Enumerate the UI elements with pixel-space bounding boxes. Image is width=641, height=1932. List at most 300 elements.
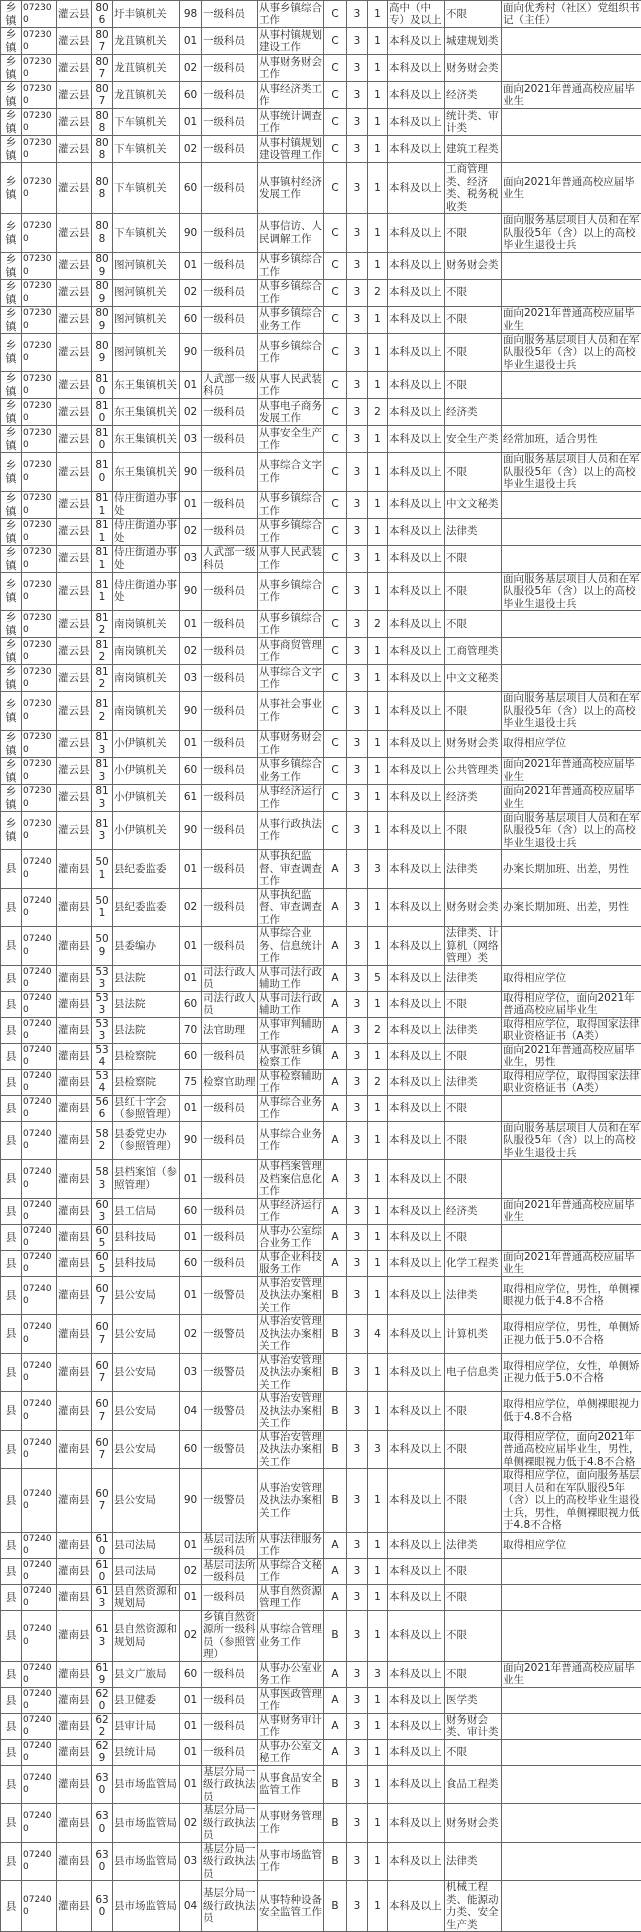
cell-ratio: 3	[347, 1353, 368, 1392]
table-row	[1, 1276, 641, 1315]
cell-education: 本科及以上	[388, 372, 445, 399]
cell-dept-code: 630	[92, 1804, 113, 1843]
cell-job-duty: 从事商贸管理工作	[258, 638, 324, 665]
cell-job-duty: 从事治安管理及执法办案相关工作	[258, 1469, 324, 1533]
cell-headcount: 3	[368, 1661, 388, 1687]
cell-education: 本科及以上	[388, 1804, 445, 1843]
cell-major: 法律类	[445, 1017, 502, 1043]
cell-position-code: 02	[180, 136, 202, 163]
cell-major: 不限	[445, 1224, 502, 1250]
cell-major: 法律类	[445, 1069, 502, 1095]
cell-ratio: 3	[347, 1043, 368, 1069]
cell-recruit-org-code: 072300	[22, 572, 57, 611]
cell-dept-name: 县司法局	[113, 1558, 180, 1584]
cell-exam-type: A	[324, 1198, 347, 1224]
cell-position-name: 一级科员	[202, 1713, 258, 1739]
cell-major: 不限	[445, 306, 502, 333]
cell-recruit-org-code: 072300	[22, 55, 57, 82]
cell-notes	[502, 1842, 641, 1881]
table-row	[1, 214, 641, 253]
cell-education: 本科及以上	[388, 784, 445, 811]
cell-job-duty: 从事社会事业工作	[258, 692, 324, 731]
cell-position-code: 02	[180, 279, 202, 306]
cell-position-name: 一级科员	[202, 163, 258, 214]
cell-recruit-org-code: 072400	[22, 1687, 57, 1713]
cell-dept-name: 侍庄街道办事处	[113, 572, 180, 611]
cell-dept-name: 龙苴镇机关	[113, 82, 180, 109]
cell-position-code: 90	[180, 572, 202, 611]
cell-level: 乡镇	[1, 28, 22, 55]
cell-recruit-org-code: 072300	[22, 109, 57, 136]
table-row	[1, 757, 641, 784]
cell-notes: 面向服务基层项目人员和在军队服役5年（含）以上的高校毕业生退役士兵	[502, 214, 641, 253]
cell-county: 灌南县	[57, 1121, 92, 1160]
cell-dept-code: 811	[92, 518, 113, 545]
cell-recruit-org-code: 072400	[22, 1198, 57, 1224]
cell-position-name: 一级科员	[202, 333, 258, 372]
cell-position-name: 一级科员	[202, 279, 258, 306]
cell-ratio: 3	[347, 1558, 368, 1584]
cell-county: 灌云县	[57, 638, 92, 665]
cell-ratio: 3	[347, 1017, 368, 1043]
cell-ratio: 3	[347, 757, 368, 784]
cell-headcount: 1	[368, 1842, 388, 1881]
cell-position-name: 一级科员	[202, 1739, 258, 1765]
cell-recruit-org-code: 072400	[22, 1392, 57, 1431]
cell-headcount: 1	[368, 1250, 388, 1276]
cell-county: 灌南县	[57, 1661, 92, 1687]
cell-ratio: 3	[347, 730, 368, 757]
cell-job-duty: 从事乡镇综合工作	[258, 1, 324, 28]
cell-education: 本科及以上	[388, 888, 445, 927]
cell-position-code: 04	[180, 1881, 202, 1932]
cell-recruit-org-code: 072300	[22, 757, 57, 784]
cell-job-duty: 从事经济类工作	[258, 82, 324, 109]
cell-county: 灌南县	[57, 1276, 92, 1315]
cell-level: 乡镇	[1, 372, 22, 399]
table-row	[1, 1198, 641, 1224]
cell-position-name: 一级科员	[202, 1, 258, 28]
cell-exam-type: A	[324, 1121, 347, 1160]
cell-job-duty: 从事审判辅助工作	[258, 1017, 324, 1043]
cell-headcount: 1	[368, 453, 388, 492]
cell-dept-name: 东王集镇机关	[113, 399, 180, 426]
cell-headcount: 1	[368, 252, 388, 279]
cell-dept-code: 630	[92, 1881, 113, 1932]
cell-dept-code: 613	[92, 1584, 113, 1610]
cell-dept-name: 县法院	[113, 965, 180, 991]
cell-major: 机械工程类、能源动力类、安全生产类	[445, 1881, 502, 1932]
cell-education: 本科及以上	[388, 545, 445, 572]
cell-county: 灌南县	[57, 927, 92, 966]
cell-job-duty: 从事乡镇综合工作	[258, 491, 324, 518]
cell-position-code: 01	[180, 1713, 202, 1739]
cell-job-duty: 从事乡镇综合业务工作	[258, 757, 324, 784]
cell-major: 公共管理类	[445, 757, 502, 784]
cell-major: 不限	[445, 1043, 502, 1069]
cell-dept-name: 县公安局	[113, 1469, 180, 1533]
cell-position-name: 一级科员	[202, 491, 258, 518]
cell-notes: 面向服务基层项目人员和在军队服役5年（含）以上的高校毕业生退役士兵	[502, 811, 641, 850]
cell-headcount: 1	[368, 1276, 388, 1315]
cell-ratio: 3	[347, 333, 368, 372]
cell-exam-type: C	[324, 453, 347, 492]
cell-ratio: 3	[347, 1198, 368, 1224]
cell-position-name: 基层司法所一级科员	[202, 1532, 258, 1558]
cell-recruit-org-code: 072300	[22, 28, 57, 55]
cell-dept-code: 813	[92, 784, 113, 811]
cell-major: 法律类	[445, 850, 502, 889]
cell-notes: 面向2021年普通高校应届毕业生	[502, 1661, 641, 1687]
cell-position-name: 一级科员	[202, 572, 258, 611]
cell-exam-type: A	[324, 991, 347, 1017]
table-row	[1, 545, 641, 572]
cell-ratio: 3	[347, 965, 368, 991]
cell-ratio: 3	[347, 214, 368, 253]
cell-dept-name: 下车镇机关	[113, 163, 180, 214]
cell-exam-type: C	[324, 163, 347, 214]
cell-county: 灌云县	[57, 611, 92, 638]
cell-position-code: 60	[180, 991, 202, 1017]
cell-education: 本科及以上	[388, 306, 445, 333]
cell-notes: 面向服务基层项目人员和在军队服役5年（含）以上的高校毕业生退役士兵	[502, 1121, 641, 1160]
cell-notes: 取得相应学位	[502, 1532, 641, 1558]
table-body	[1, 1, 641, 1932]
cell-exam-type: A	[324, 1687, 347, 1713]
cell-major: 不限	[445, 1661, 502, 1687]
cell-recruit-org-code: 072400	[22, 1532, 57, 1558]
cell-education: 本科及以上	[388, 1095, 445, 1121]
cell-education: 本科及以上	[388, 1469, 445, 1533]
cell-position-name: 一级科员	[202, 730, 258, 757]
cell-exam-type: B	[324, 1610, 347, 1661]
cell-dept-code: 812	[92, 611, 113, 638]
cell-major: 不限	[445, 333, 502, 372]
cell-headcount: 1	[368, 1043, 388, 1069]
cell-county: 灌云县	[57, 82, 92, 109]
cell-county: 灌南县	[57, 1584, 92, 1610]
cell-headcount: 1	[368, 426, 388, 453]
cell-level: 乡镇	[1, 136, 22, 163]
cell-level: 县	[1, 1017, 22, 1043]
cell-ratio: 3	[347, 1392, 368, 1431]
cell-job-duty: 从事综合管理业务工作	[258, 1610, 324, 1661]
cell-position-code: 01	[180, 965, 202, 991]
cell-job-duty: 从事派驻乡镇检察工作	[258, 1043, 324, 1069]
cell-recruit-org-code: 072300	[22, 214, 57, 253]
cell-education: 本科及以上	[388, 109, 445, 136]
cell-county: 灌南县	[57, 991, 92, 1017]
cell-level: 县	[1, 1250, 22, 1276]
cell-county: 灌云县	[57, 28, 92, 55]
cell-education: 本科及以上	[388, 426, 445, 453]
cell-level: 乡镇	[1, 306, 22, 333]
cell-level: 县	[1, 965, 22, 991]
cell-county: 灌云县	[57, 692, 92, 731]
cell-ratio: 3	[347, 372, 368, 399]
cell-position-code: 90	[180, 214, 202, 253]
cell-recruit-org-code: 072400	[22, 888, 57, 927]
cell-dept-code: 812	[92, 638, 113, 665]
cell-position-code: 60	[180, 757, 202, 784]
table-row	[1, 279, 641, 306]
cell-major: 不限	[445, 572, 502, 611]
cell-education: 本科及以上	[388, 692, 445, 731]
cell-job-duty: 从事特种设备安全监管工作	[258, 1881, 324, 1932]
cell-education: 高中（中专）及以上	[388, 1, 445, 28]
cell-position-code: 60	[180, 163, 202, 214]
cell-notes: 面向2021年普通高校应届毕业生	[502, 757, 641, 784]
cell-county: 灌南县	[57, 1043, 92, 1069]
cell-job-duty: 从事人民武装工作	[258, 372, 324, 399]
cell-level: 乡镇	[1, 784, 22, 811]
table-row	[1, 638, 641, 665]
cell-education: 本科及以上	[388, 850, 445, 889]
cell-recruit-org-code: 072300	[22, 784, 57, 811]
cell-job-duty: 从事市场监管工作	[258, 1842, 324, 1881]
table-row	[1, 730, 641, 757]
cell-position-code: 01	[180, 1739, 202, 1765]
table-row	[1, 399, 641, 426]
cell-county: 灌云县	[57, 757, 92, 784]
cell-education: 本科及以上	[388, 757, 445, 784]
cell-headcount: 1	[368, 927, 388, 966]
cell-education: 本科及以上	[388, 55, 445, 82]
cell-job-duty: 从事执纪监督、审查调查工作	[258, 888, 324, 927]
cell-dept-name: 下车镇机关	[113, 136, 180, 163]
cell-recruit-org-code: 072400	[22, 1353, 57, 1392]
cell-job-duty: 从事村镇规划建设管理工作	[258, 136, 324, 163]
cell-exam-type: A	[324, 1661, 347, 1687]
cell-ratio: 3	[347, 1224, 368, 1250]
cell-major: 法律类	[445, 1532, 502, 1558]
cell-notes: 取得相应学位，取得国家法律职业资格证书（A类）	[502, 1069, 641, 1095]
cell-education: 本科及以上	[388, 1558, 445, 1584]
cell-headcount: 1	[368, 214, 388, 253]
cell-position-name: 一级科员	[202, 1160, 258, 1199]
cell-notes	[502, 1610, 641, 1661]
cell-position-code: 03	[180, 1353, 202, 1392]
cell-notes: 面向服务基层项目人员和在军队服役5年（含）以上的高校毕业生退役士兵	[502, 692, 641, 731]
cell-level: 县	[1, 1121, 22, 1160]
cell-exam-type: C	[324, 491, 347, 518]
cell-exam-type: C	[324, 399, 347, 426]
cell-dept-name: 南岗镇机关	[113, 665, 180, 692]
cell-dept-name: 小伊镇机关	[113, 784, 180, 811]
cell-dept-code: 605	[92, 1224, 113, 1250]
cell-dept-name: 侍庄街道办事处	[113, 518, 180, 545]
cell-recruit-org-code: 072400	[22, 1160, 57, 1199]
cell-recruit-org-code: 072400	[22, 991, 57, 1017]
cell-headcount: 1	[368, 372, 388, 399]
cell-position-name: 一级科员	[202, 1043, 258, 1069]
cell-major: 不限	[445, 279, 502, 306]
cell-position-code: 90	[180, 811, 202, 850]
cell-dept-code: 813	[92, 730, 113, 757]
cell-exam-type: A	[324, 1532, 347, 1558]
cell-county: 灌南县	[57, 1610, 92, 1661]
cell-county: 灌云县	[57, 1, 92, 28]
cell-education: 本科及以上	[388, 1765, 445, 1804]
cell-education: 本科及以上	[388, 1160, 445, 1199]
table-row	[1, 28, 641, 55]
cell-education: 本科及以上	[388, 965, 445, 991]
cell-dept-code: 807	[92, 82, 113, 109]
cell-recruit-org-code: 072400	[22, 1713, 57, 1739]
cell-ratio: 3	[347, 888, 368, 927]
cell-dept-name: 县公安局	[113, 1392, 180, 1431]
cell-headcount: 1	[368, 888, 388, 927]
table-row	[1, 109, 641, 136]
cell-position-name: 司法行政人员	[202, 965, 258, 991]
cell-job-duty: 从事乡镇综合工作	[258, 333, 324, 372]
cell-major: 不限	[445, 1430, 502, 1469]
cell-notes	[502, 1095, 641, 1121]
table-row	[1, 82, 641, 109]
cell-dept-code: 810	[92, 426, 113, 453]
cell-position-code: 02	[180, 1610, 202, 1661]
cell-major: 建筑工程类	[445, 136, 502, 163]
cell-position-code: 60	[180, 1198, 202, 1224]
cell-ratio: 3	[347, 611, 368, 638]
cell-position-name: 一级科员	[202, 1121, 258, 1160]
cell-job-duty: 从事财务财会工作	[258, 55, 324, 82]
table-row	[1, 1532, 641, 1558]
cell-position-name: 一级警员	[202, 1315, 258, 1354]
cell-ratio: 3	[347, 850, 368, 889]
cell-dept-name: 图河镇机关	[113, 306, 180, 333]
cell-headcount: 1	[368, 638, 388, 665]
cell-headcount: 1	[368, 1160, 388, 1199]
cell-education: 本科及以上	[388, 1842, 445, 1881]
cell-level: 乡镇	[1, 279, 22, 306]
cell-ratio: 3	[347, 1610, 368, 1661]
cell-recruit-org-code: 072400	[22, 1610, 57, 1661]
cell-level: 乡镇	[1, 811, 22, 850]
cell-county: 灌云县	[57, 279, 92, 306]
cell-position-name: 一级警员	[202, 1392, 258, 1431]
cell-job-duty: 从事治安管理及执法办案相关工作	[258, 1430, 324, 1469]
cell-headcount: 1	[368, 82, 388, 109]
cell-ratio: 3	[347, 1713, 368, 1739]
cell-job-duty: 从事综合业务、信息统计工作	[258, 927, 324, 966]
cell-dept-code: 607	[92, 1315, 113, 1354]
cell-exam-type: C	[324, 136, 347, 163]
cell-position-name: 乡镇自然资源所一级科员（参照管理）	[202, 1610, 258, 1661]
cell-notes: 取得相应学位	[502, 965, 641, 991]
cell-dept-name: 下车镇机关	[113, 109, 180, 136]
cell-position-code: 01	[180, 491, 202, 518]
cell-major: 不限	[445, 1739, 502, 1765]
cell-major: 财务财会类	[445, 888, 502, 927]
cell-job-duty: 从事综合文字工作	[258, 453, 324, 492]
cell-dept-code: 603	[92, 1198, 113, 1224]
cell-job-duty: 从事档案管理及档案信息化工作	[258, 1160, 324, 1199]
cell-dept-code: 807	[92, 28, 113, 55]
cell-exam-type: A	[324, 1558, 347, 1584]
cell-ratio: 3	[347, 1069, 368, 1095]
table-row	[1, 1160, 641, 1199]
cell-ratio: 3	[347, 784, 368, 811]
table-row	[1, 611, 641, 638]
cell-level: 县	[1, 1095, 22, 1121]
cell-county: 灌云县	[57, 55, 92, 82]
cell-ratio: 3	[347, 638, 368, 665]
cell-county: 灌南县	[57, 1315, 92, 1354]
cell-position-name: 一级科员	[202, 665, 258, 692]
cell-exam-type: A	[324, 1095, 347, 1121]
cell-recruit-org-code: 072400	[22, 1804, 57, 1843]
cell-ratio: 3	[347, 545, 368, 572]
cell-county: 灌云县	[57, 333, 92, 372]
cell-level: 乡镇	[1, 665, 22, 692]
cell-ratio: 3	[347, 1095, 368, 1121]
cell-major: 不限	[445, 692, 502, 731]
cell-recruit-org-code: 072400	[22, 1276, 57, 1315]
cell-ratio: 3	[347, 279, 368, 306]
cell-position-name: 一级科员	[202, 1250, 258, 1276]
cell-county: 灌南县	[57, 1765, 92, 1804]
cell-level: 县	[1, 1315, 22, 1354]
cell-level: 乡镇	[1, 692, 22, 731]
table-row	[1, 1121, 641, 1160]
cell-position-name: 一级科员	[202, 82, 258, 109]
cell-position-code: 01	[180, 1224, 202, 1250]
cell-position-name: 检察官助理	[202, 1069, 258, 1095]
cell-county: 灌南县	[57, 1095, 92, 1121]
cell-job-duty: 从事治安管理及执法办案相关工作	[258, 1315, 324, 1354]
cell-education: 本科及以上	[388, 1584, 445, 1610]
cell-headcount: 1	[368, 1198, 388, 1224]
cell-dept-name: 县工信局	[113, 1198, 180, 1224]
cell-level: 县	[1, 1392, 22, 1431]
cell-dept-name: 县纪委监委	[113, 888, 180, 927]
cell-major: 法律类	[445, 518, 502, 545]
table-row	[1, 965, 641, 991]
cell-ratio: 3	[347, 1121, 368, 1160]
cell-notes: 面向优秀村（社区）党组织书记（主任）	[502, 1, 641, 28]
cell-notes: 面向2021年普通高校应届毕业生	[502, 784, 641, 811]
table-row	[1, 1765, 641, 1804]
cell-headcount: 1	[368, 28, 388, 55]
cell-major: 法律类、计算机（网络管理）类	[445, 927, 502, 966]
cell-ratio: 3	[347, 1430, 368, 1469]
cell-headcount: 1	[368, 1739, 388, 1765]
cell-notes	[502, 252, 641, 279]
cell-position-code: 01	[180, 1687, 202, 1713]
cell-level: 乡镇	[1, 491, 22, 518]
cell-ratio: 3	[347, 811, 368, 850]
cell-ratio: 3	[347, 1881, 368, 1932]
cell-notes	[502, 372, 641, 399]
cell-recruit-org-code: 072400	[22, 1765, 57, 1804]
cell-headcount: 1	[368, 1224, 388, 1250]
cell-dept-code: 811	[92, 545, 113, 572]
cell-position-code: 60	[180, 1661, 202, 1687]
cell-position-code: 60	[180, 306, 202, 333]
cell-recruit-org-code: 072400	[22, 1043, 57, 1069]
cell-headcount: 1	[368, 136, 388, 163]
cell-level: 县	[1, 1198, 22, 1224]
table-row	[1, 1842, 641, 1881]
cell-job-duty: 从事综合文字工作	[258, 665, 324, 692]
cell-exam-type: A	[324, 965, 347, 991]
cell-job-duty: 从事安全生产工作	[258, 426, 324, 453]
table-row	[1, 426, 641, 453]
cell-dept-name: 县市场监管局	[113, 1804, 180, 1843]
cell-dept-name: 侍庄街道办事处	[113, 545, 180, 572]
cell-headcount: 3	[368, 850, 388, 889]
